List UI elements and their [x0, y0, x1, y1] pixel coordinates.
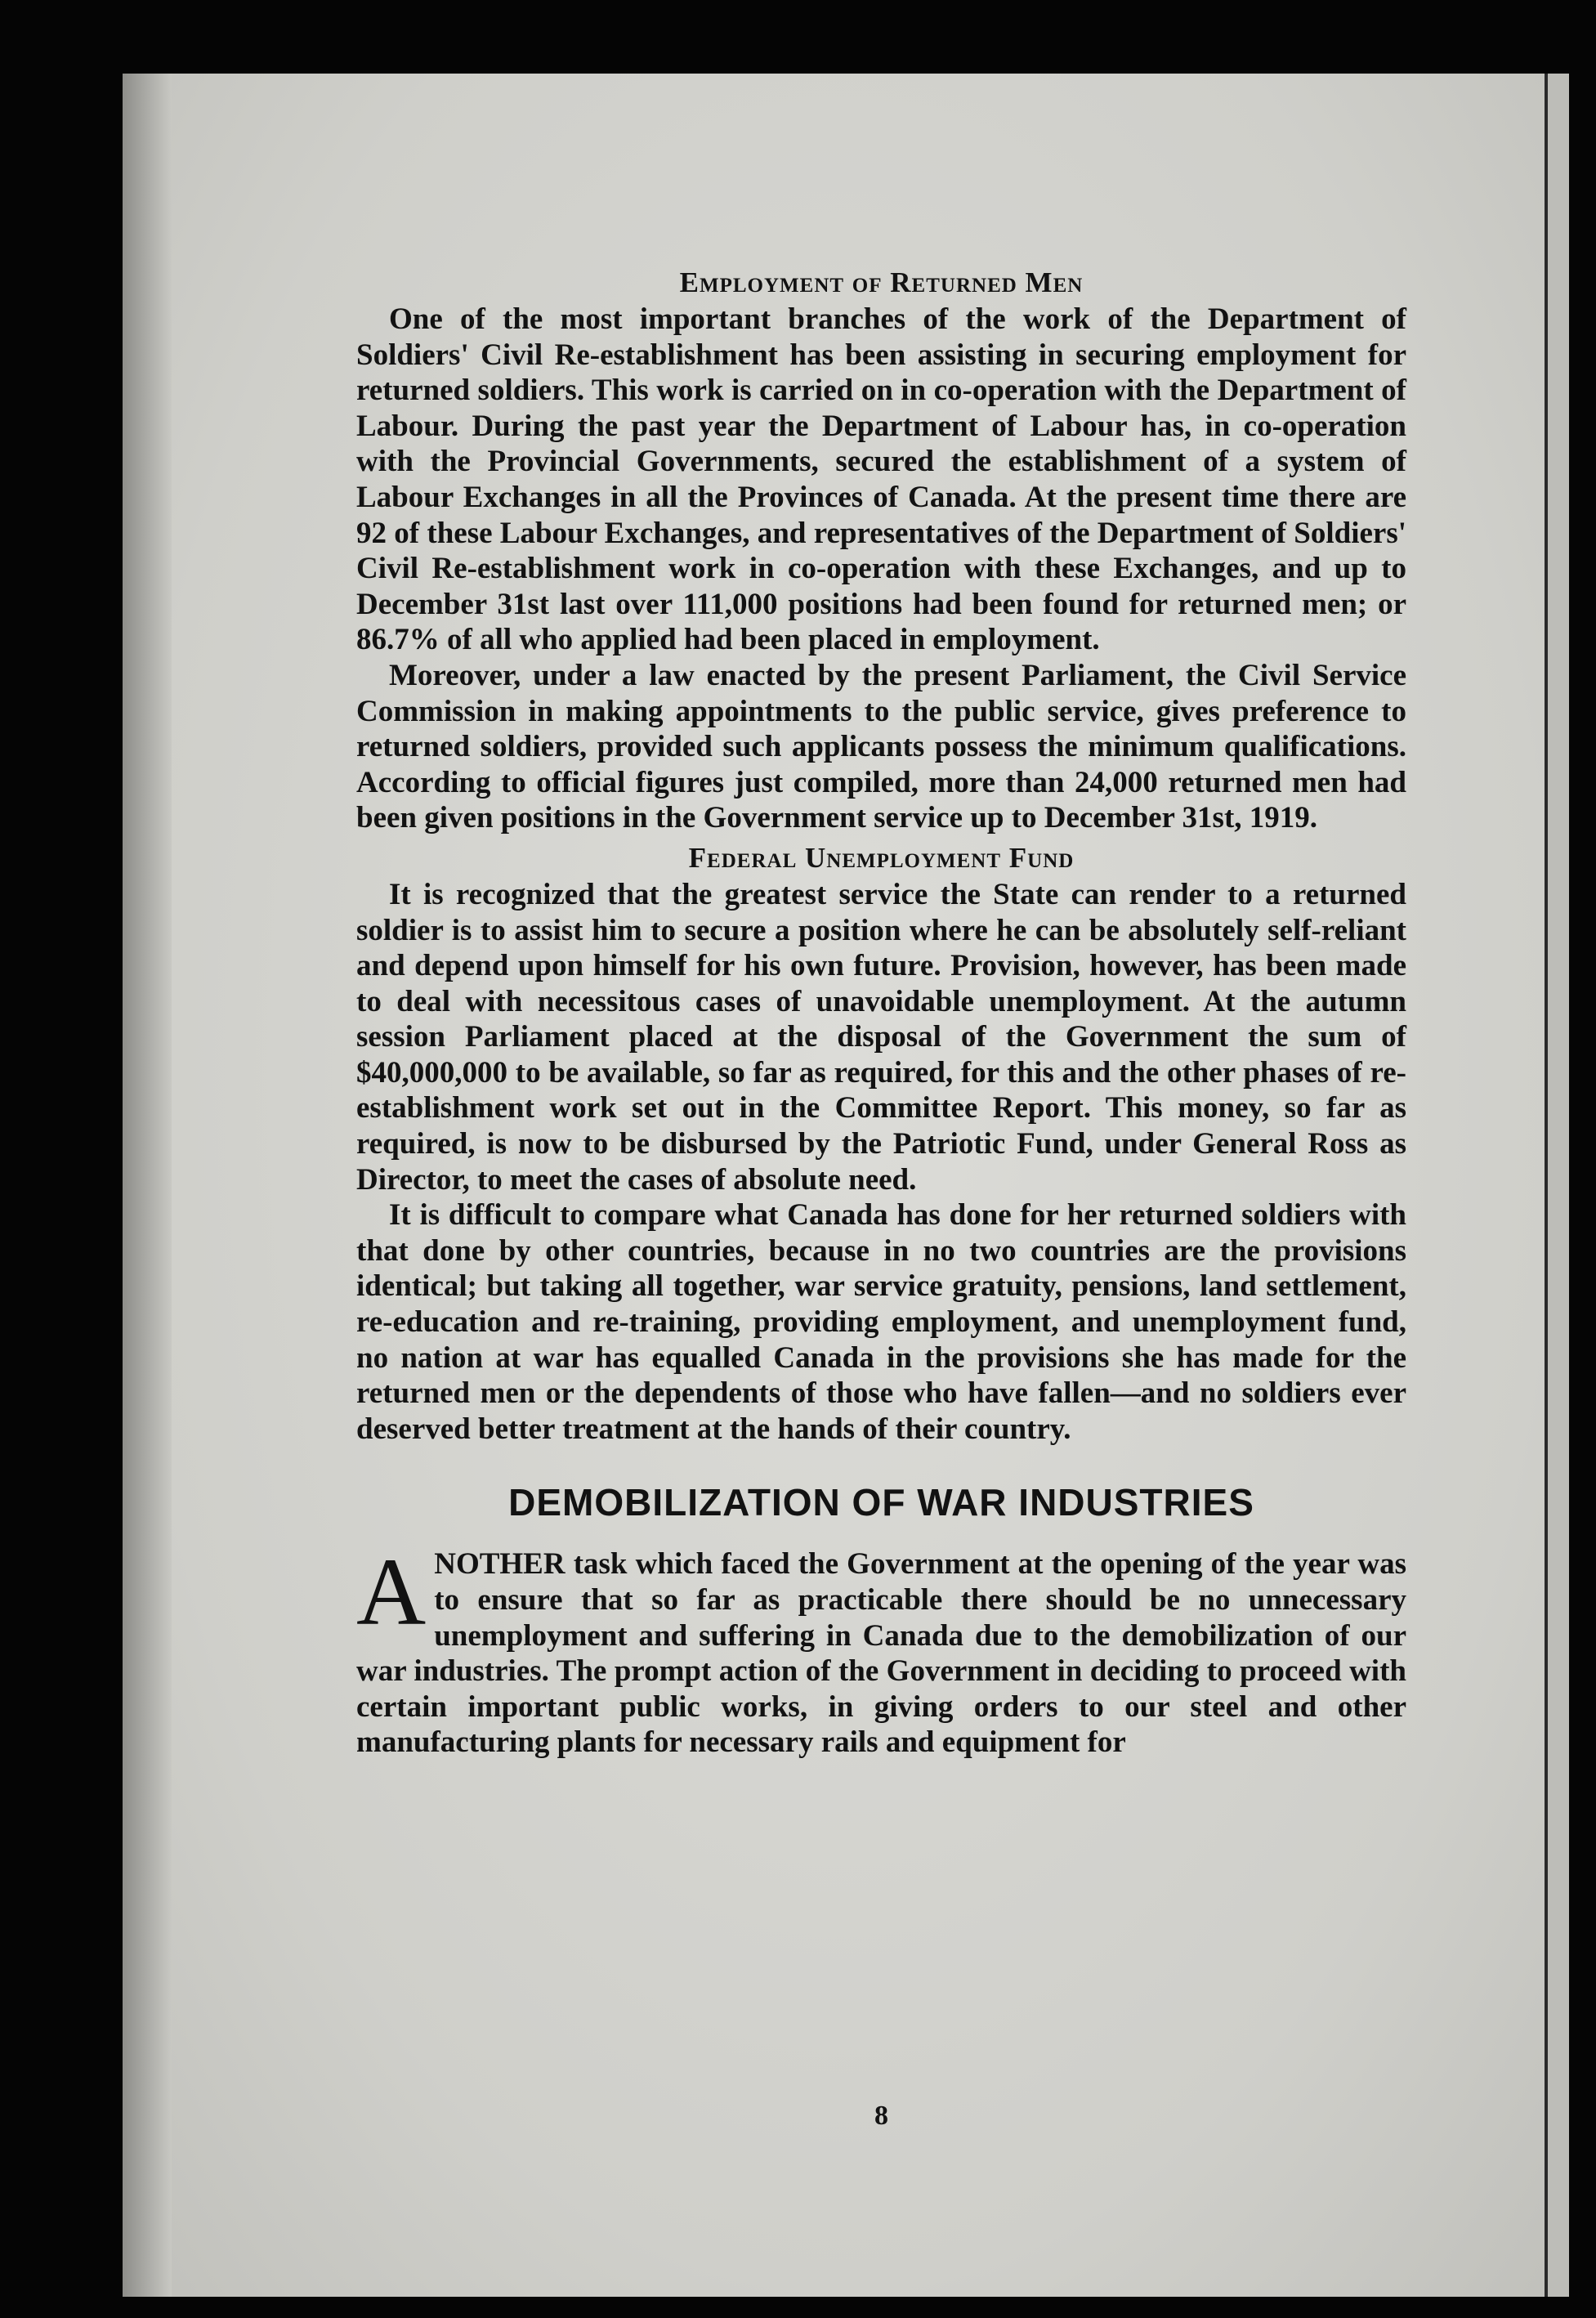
paragraph: Moreover, under a law enacted by the present Parliament, the Civil Service Commission in making appointments to the public service, gives preference to returned soldiers, provided such applicants possess the minimum qualifications. According to official figures just compiled, more than 24,000 returned men had been given positions in the Government service up to December 31st, 1919. [356, 658, 1406, 835]
paragraph: It is recognized that the greatest service the State can render to a returned soldier is to assist him to secure a position where he can be absolutely self-reliant and depend upon himself for his own future. Provision, however, has been made to deal with necessitous cases of unavoidable unemployment. At the autumn session Parliament placed at the disposal of the Government the sum of $40,000,000 to be available, so far as required, for this and the other phases of re-establishment work set out in the Committee Report. This money, so far as required, is now to be disbursed by the Patriotic Fund, under General Ross as Director, to meet the cases of absolute need. [356, 877, 1406, 1197]
paragraph: It is difficult to compare what Canada has done for her returned soldiers with that done by other countries, because in no two countries are the provisions identical; but taking all together, war service gratuity, pensions, land settlement, re-education and re-training, providing employment, and unemployment fund, no nation at war has equalled Canada in the provisions she has made for the returned men or the dependents of those who have fallen—and no soldiers ever deserved better treatment at the hands of their country. [356, 1198, 1406, 1446]
page-content [356, 266, 1406, 2131]
paragraph: One of the most important branches of the work of the Department of Soldiers' Civil Re-establishment has been assisting in securing employment for returned soldiers. This work is carried on in co-operation with the Department of Labour. During the past year the Department of Labour has, in co-operation with the Provincial Governments, secured the establishment of a system of Labour Exchanges in all the Provinces of Canada. At the present time there are 92 of these Labour Exchanges, and representatives of the Department of Soldiers' Civil Re-establishment work in co-operation with these Exchanges, and up to December 31st last over 111,000 positions had been found for returned men; or 86.7% of all who applied had been placed in employment. [356, 302, 1406, 657]
paragraph-with-drop-cap [356, 1538, 1406, 1761]
page-right-edge [1545, 74, 1569, 2297]
drop-cap: A [356, 1538, 427, 1646]
section-heading-employment: Employment of Returned Men [679, 266, 1084, 298]
page-number: 8 [874, 2101, 888, 2131]
section-heading-unemployment-fund: Federal Unemployment Fund [688, 841, 1075, 874]
section-heading-demobilization: DEMOBILIZATION OF WAR INDUSTRIES [508, 1481, 1254, 1524]
page-left-shadow [123, 74, 172, 2297]
paragraph-text: NOTHER task which faced the Government at the opening of the year was to ensure that so far as practicable there should be no unnecessary unemployment and suffering in Canada due to the demobilization of our war industries. The prompt action of the Government in deciding to proceed with certain important public works, in giving orders to our steel and other manufacturing plants for necessary rails and equipment for [356, 1547, 1406, 1760]
